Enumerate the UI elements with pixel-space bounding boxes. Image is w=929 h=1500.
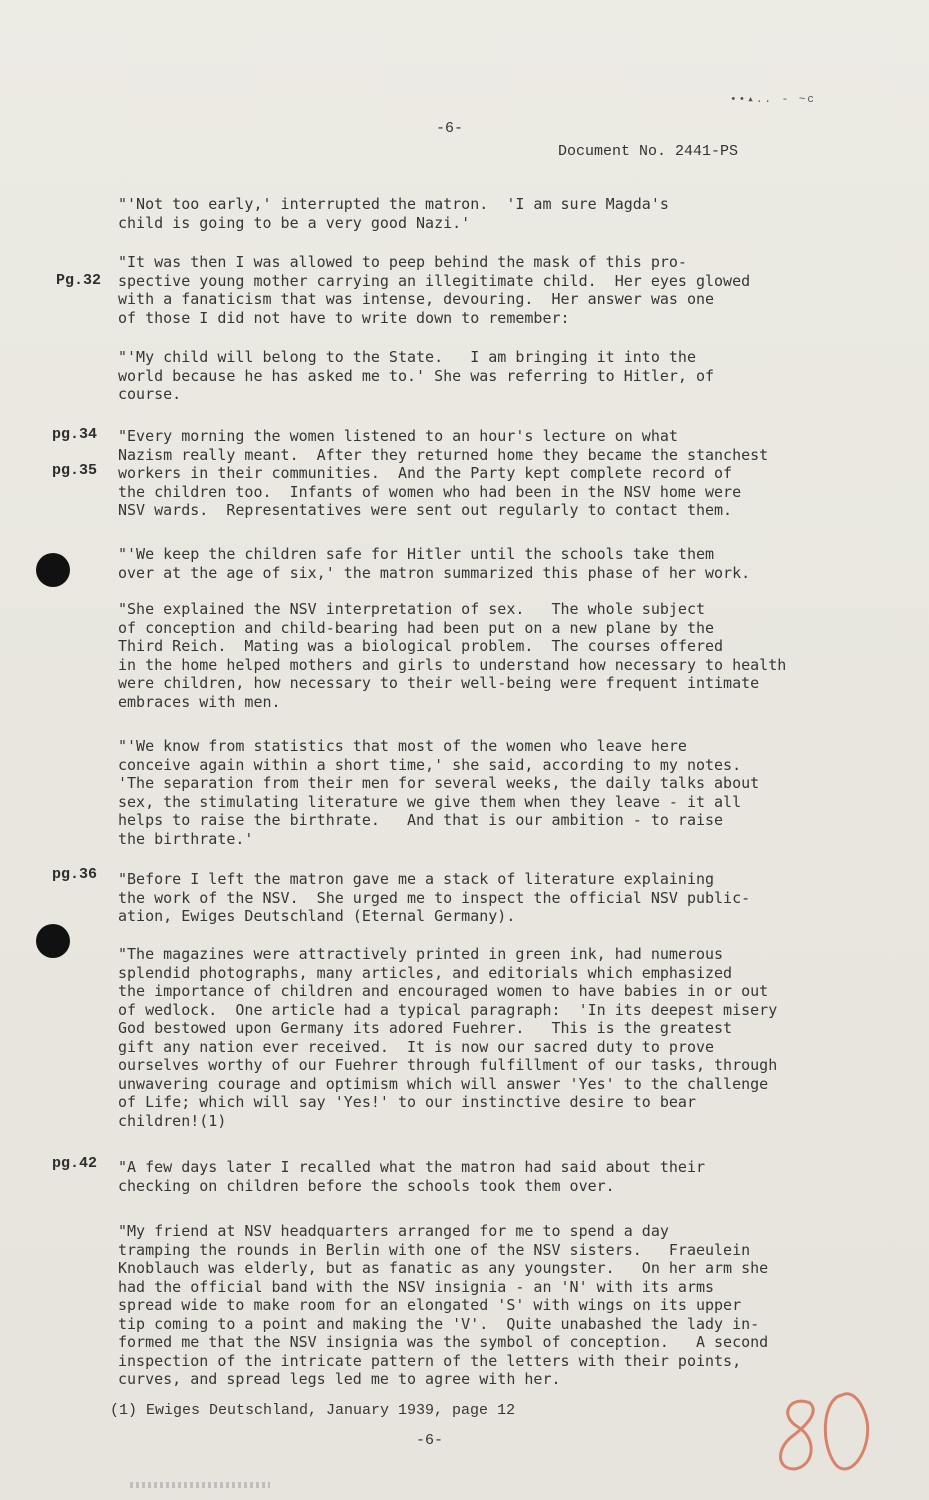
margin-note-pg32: Pg.32 <box>56 272 102 289</box>
page-number-bottom: -6- <box>416 1432 444 1449</box>
bottom-smudge <box>130 1482 270 1488</box>
paragraph-11: "My friend at NSV headquarters arranged for me to spend a day tramping the rounds in Berlin with one of the NSV sisters. Fraeulein Knoblauch was elderly, but as fanatic as any youngster. On her arm she had the official band with the NSV insignia - an 'N' with its arms spread wide to make room for an elongated 'S' with wings on its upper tip coming to a point and making the 'V'. Quite unabashed the lady in- formed me that the NSV insignia was the symbol of conception. A second inspection of the intricate pattern of the letters with their points, curves, and spread legs led me to agree with her. <box>118 1222 769 1388</box>
margin-note-pg34: pg.34 <box>52 426 98 443</box>
paragraph-1: "'Not too early,' interrupted the matron. 'I am sure Magda's child is going to be a very good Nazi.' <box>118 195 669 232</box>
paragraph-4: "Every morning the women listened to an hour's lecture on what Nazism really meant. After they returned home they became the stanchest workers in their communities. And the Party kept complete record of the children too. Infants of women who had been in the NSV home were NSV wards. Representatives were sent out regularly to contact them. <box>118 427 769 519</box>
corner-mark: ••▴.. - ~c <box>730 94 817 106</box>
punch-hole-top <box>36 553 70 587</box>
margin-note-pg35: pg.35 <box>52 462 98 479</box>
paragraph-7: "'We know from statistics that most of the women who leave here conceive again within a short time,' she said, according to my notes. 'The separation from their men for several weeks, the daily talks about sex, the stimulating literature we give them when they leave - it all helps to raise the birthrate. And that is our ambition - to raise the birthrate.' <box>118 737 760 848</box>
footnote: (1) Ewiges Deutschland, January 1939, page 12 <box>110 1402 516 1419</box>
page-number-top: -6- <box>436 120 464 137</box>
paragraph-2: "It was then I was allowed to peep behind the mask of this pro- spective young mother carrying an illegitimate child. Her eyes glowed with a fanaticism that was intense, devouring. Her answer was one of those I did not have to write down to remember: <box>118 253 751 327</box>
punch-hole-bottom <box>36 924 70 958</box>
handwritten-page-number <box>770 1385 880 1485</box>
document-number: Document No. 2441-PS <box>558 143 739 160</box>
paragraph-6: "She explained the NSV interpretation of sex. The whole subject of conception and child-bearing had been put on a new plane by the Third Reich. Mating was a biological problem. The courses offered in the home helped mothers and girls to understand how necessary to health were children, how necessary to their well-being were frequent intimate embraces with men. <box>118 600 787 711</box>
paragraph-5: "'We keep the children safe for Hitler until the schools take them over at the age of six,' the matron summarized this phase of her work. <box>118 545 751 582</box>
margin-note-pg36: pg.36 <box>52 866 98 883</box>
paragraph-8: "Before I left the matron gave me a stack of literature explaining the work of the NSV. She urged me to inspect the official NSV public- ation, Ewiges Deutschland (Eternal Germany). <box>118 870 751 925</box>
paragraph-9: "The magazines were attractively printed in green ink, had numerous splendid photographs, many articles, and editorials which emphasized the importance of children and encouraged women to have babies in or out of wedlock. One article had a typical paragraph: 'In its deepest misery God bestowed upon Germany its adored Fuehrer. This is the greatest gift any nation ever received. It is now our sacred duty to prove ourselves worthy of our Fuehrer through fulfillment of our tasks, through unwavering courage and optimism which will answer 'Yes' to the challenge of Life; which will say 'Yes!' to our instinctive desire to bear children!(1) <box>118 945 778 1130</box>
paragraph-3: "'My child will belong to the State. I am bringing it into the world because he has asked me to.' She was referring to Hitler, of course. <box>118 348 715 403</box>
margin-note-pg42: pg.42 <box>52 1155 98 1172</box>
paragraph-10: "A few days later I recalled what the matron had said about their checking on children before the schools took them over. <box>118 1158 705 1195</box>
